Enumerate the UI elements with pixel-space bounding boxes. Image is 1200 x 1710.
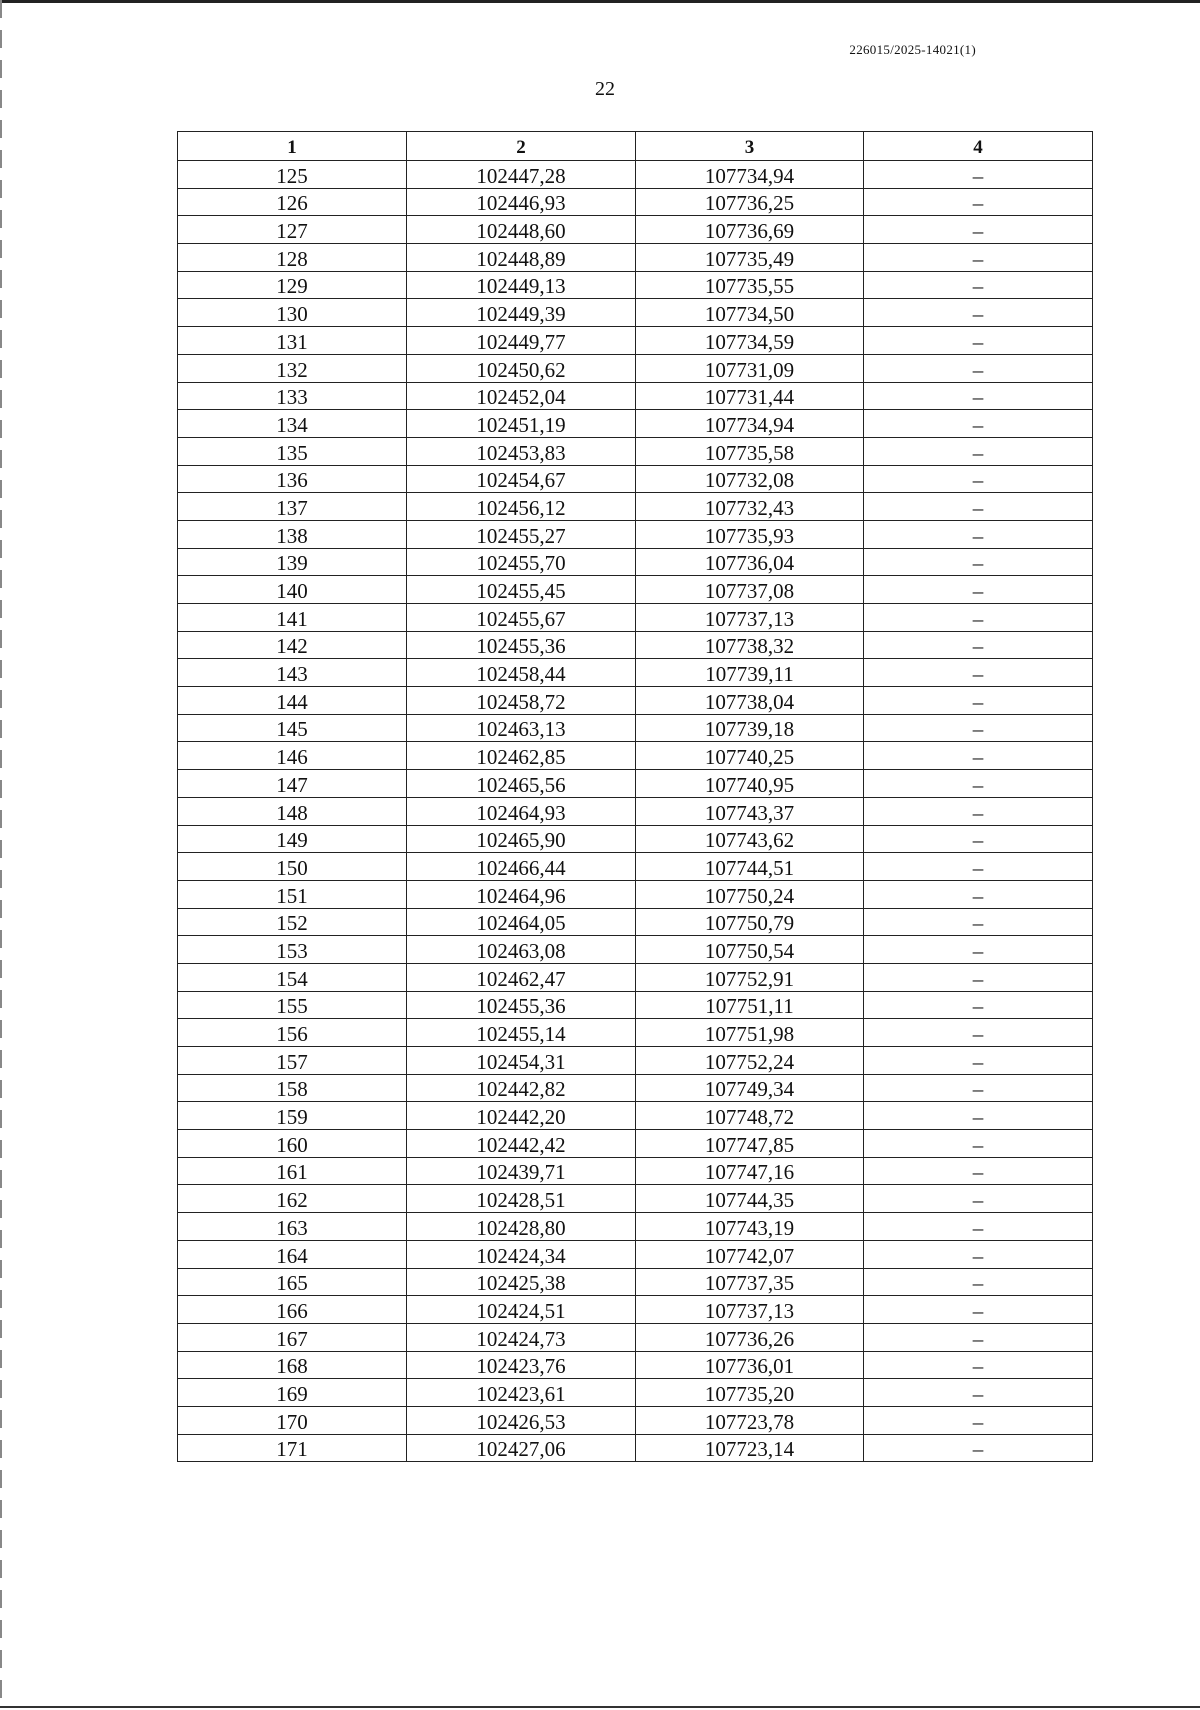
table-header — [178, 132, 1093, 161]
y-coordinate-cell: 107735,93 — [636, 520, 864, 548]
table-row — [178, 770, 1093, 798]
y-coordinate-cell: 107738,04 — [636, 687, 864, 715]
note-cell: – — [864, 936, 1093, 964]
y-coordinate-cell: 107740,25 — [636, 742, 864, 770]
x-coordinate-cell: 102442,20 — [407, 1102, 636, 1130]
y-coordinate-cell: 107737,35 — [636, 1268, 864, 1296]
table-row — [178, 936, 1093, 964]
point-number-cell: 141 — [178, 604, 407, 632]
note-cell: – — [864, 161, 1093, 189]
table-row — [178, 493, 1093, 521]
x-coordinate-cell: 102423,76 — [407, 1351, 636, 1379]
y-coordinate-cell: 107723,78 — [636, 1406, 864, 1434]
note-cell: – — [864, 548, 1093, 576]
note-cell: – — [864, 1213, 1093, 1241]
x-coordinate-cell: 102464,96 — [407, 880, 636, 908]
note-cell: – — [864, 1240, 1093, 1268]
page-number: 22 — [595, 78, 615, 100]
x-coordinate-cell: 102462,85 — [407, 742, 636, 770]
x-coordinate-cell: 102449,77 — [407, 327, 636, 355]
table-row — [178, 797, 1093, 825]
note-cell: – — [864, 493, 1093, 521]
note-cell: – — [864, 963, 1093, 991]
x-coordinate-cell: 102442,82 — [407, 1074, 636, 1102]
table-row — [178, 1296, 1093, 1324]
table-row — [178, 161, 1093, 189]
note-cell: – — [864, 1351, 1093, 1379]
y-coordinate-cell: 107752,91 — [636, 963, 864, 991]
point-number-cell: 169 — [178, 1379, 407, 1407]
x-coordinate-cell: 102448,60 — [407, 216, 636, 244]
table-row — [178, 437, 1093, 465]
coordinates-table — [177, 131, 1093, 1462]
column-header-4: 4 — [864, 132, 1093, 161]
table-row — [178, 1074, 1093, 1102]
note-cell: – — [864, 1157, 1093, 1185]
note-cell: – — [864, 1019, 1093, 1047]
x-coordinate-cell: 102454,31 — [407, 1047, 636, 1075]
table-row — [178, 853, 1093, 881]
y-coordinate-cell: 107734,94 — [636, 410, 864, 438]
note-cell: – — [864, 797, 1093, 825]
point-number-cell: 143 — [178, 659, 407, 687]
table-row — [178, 1434, 1093, 1462]
y-coordinate-cell: 107723,14 — [636, 1434, 864, 1462]
x-coordinate-cell: 102464,93 — [407, 797, 636, 825]
table-row — [178, 631, 1093, 659]
x-coordinate-cell: 102451,19 — [407, 410, 636, 438]
x-coordinate-cell: 102454,67 — [407, 465, 636, 493]
note-cell: – — [864, 825, 1093, 853]
y-coordinate-cell: 107744,51 — [636, 853, 864, 881]
table-row — [178, 548, 1093, 576]
point-number-cell: 162 — [178, 1185, 407, 1213]
point-number-cell: 154 — [178, 963, 407, 991]
note-cell: – — [864, 604, 1093, 632]
table-row — [178, 604, 1093, 632]
x-coordinate-cell: 102428,80 — [407, 1213, 636, 1241]
table-row — [178, 908, 1093, 936]
table-row — [178, 1406, 1093, 1434]
note-cell: – — [864, 465, 1093, 493]
point-number-cell: 164 — [178, 1240, 407, 1268]
x-coordinate-cell: 102428,51 — [407, 1185, 636, 1213]
note-cell: – — [864, 1185, 1093, 1213]
x-coordinate-cell: 102464,05 — [407, 908, 636, 936]
x-coordinate-cell: 102458,44 — [407, 659, 636, 687]
x-coordinate-cell: 102456,12 — [407, 493, 636, 521]
table-row — [178, 382, 1093, 410]
note-cell: – — [864, 631, 1093, 659]
note-cell: – — [864, 770, 1093, 798]
point-number-cell: 170 — [178, 1406, 407, 1434]
column-header-2: 2 — [407, 132, 636, 161]
note-cell: – — [864, 1268, 1093, 1296]
x-coordinate-cell: 102455,67 — [407, 604, 636, 632]
note-cell: – — [864, 382, 1093, 410]
y-coordinate-cell: 107743,62 — [636, 825, 864, 853]
scan-bottom-edge — [0, 1706, 1200, 1708]
x-coordinate-cell: 102466,44 — [407, 853, 636, 881]
x-coordinate-cell: 102465,90 — [407, 825, 636, 853]
column-header-3: 3 — [636, 132, 864, 161]
y-coordinate-cell: 107731,44 — [636, 382, 864, 410]
point-number-cell: 148 — [178, 797, 407, 825]
point-number-cell: 165 — [178, 1268, 407, 1296]
note-cell: – — [864, 271, 1093, 299]
note-cell: – — [864, 327, 1093, 355]
point-number-cell: 147 — [178, 770, 407, 798]
x-coordinate-cell: 102455,36 — [407, 631, 636, 659]
table-row — [178, 742, 1093, 770]
point-number-cell: 133 — [178, 382, 407, 410]
y-coordinate-cell: 107752,24 — [636, 1047, 864, 1075]
note-cell: – — [864, 576, 1093, 604]
point-number-cell: 161 — [178, 1157, 407, 1185]
note-cell: – — [864, 1130, 1093, 1158]
table-row — [178, 188, 1093, 216]
y-coordinate-cell: 107734,50 — [636, 299, 864, 327]
table-row — [178, 410, 1093, 438]
y-coordinate-cell: 107734,94 — [636, 161, 864, 189]
point-number-cell: 160 — [178, 1130, 407, 1158]
point-number-cell: 171 — [178, 1434, 407, 1462]
header-row — [178, 132, 1093, 161]
point-number-cell: 146 — [178, 742, 407, 770]
y-coordinate-cell: 107751,98 — [636, 1019, 864, 1047]
note-cell: – — [864, 1406, 1093, 1434]
y-coordinate-cell: 107751,11 — [636, 991, 864, 1019]
x-coordinate-cell: 102455,14 — [407, 1019, 636, 1047]
point-number-cell: 137 — [178, 493, 407, 521]
x-coordinate-cell: 102452,04 — [407, 382, 636, 410]
note-cell: – — [864, 299, 1093, 327]
y-coordinate-cell: 107744,35 — [636, 1185, 864, 1213]
note-cell: – — [864, 1323, 1093, 1351]
note-cell: – — [864, 216, 1093, 244]
table-row — [178, 354, 1093, 382]
y-coordinate-cell: 107739,18 — [636, 714, 864, 742]
note-cell: – — [864, 244, 1093, 272]
x-coordinate-cell: 102439,71 — [407, 1157, 636, 1185]
table-row — [178, 1157, 1093, 1185]
scan-top-edge — [0, 0, 1200, 3]
note-cell: – — [864, 1074, 1093, 1102]
y-coordinate-cell: 107732,08 — [636, 465, 864, 493]
y-coordinate-cell: 107736,01 — [636, 1351, 864, 1379]
note-cell: – — [864, 410, 1093, 438]
x-coordinate-cell: 102458,72 — [407, 687, 636, 715]
x-coordinate-cell: 102455,36 — [407, 991, 636, 1019]
point-number-cell: 149 — [178, 825, 407, 853]
table-row — [178, 299, 1093, 327]
table-row — [178, 216, 1093, 244]
point-number-cell: 132 — [178, 354, 407, 382]
point-number-cell: 145 — [178, 714, 407, 742]
point-number-cell: 157 — [178, 1047, 407, 1075]
table-row — [178, 244, 1093, 272]
x-coordinate-cell: 102455,45 — [407, 576, 636, 604]
note-cell: – — [864, 880, 1093, 908]
point-number-cell: 151 — [178, 880, 407, 908]
point-number-cell: 139 — [178, 548, 407, 576]
column-header-1: 1 — [178, 132, 407, 161]
x-coordinate-cell: 102465,56 — [407, 770, 636, 798]
y-coordinate-cell: 107738,32 — [636, 631, 864, 659]
table-row — [178, 963, 1093, 991]
y-coordinate-cell: 107743,19 — [636, 1213, 864, 1241]
table-row — [178, 659, 1093, 687]
point-number-cell: 128 — [178, 244, 407, 272]
y-coordinate-cell: 107747,16 — [636, 1157, 864, 1185]
y-coordinate-cell: 107750,24 — [636, 880, 864, 908]
point-number-cell: 150 — [178, 853, 407, 881]
x-coordinate-cell: 102448,89 — [407, 244, 636, 272]
x-coordinate-cell: 102446,93 — [407, 188, 636, 216]
table-row — [178, 825, 1093, 853]
y-coordinate-cell: 107735,20 — [636, 1379, 864, 1407]
point-number-cell: 168 — [178, 1351, 407, 1379]
note-cell: – — [864, 188, 1093, 216]
x-coordinate-cell: 102455,27 — [407, 520, 636, 548]
x-coordinate-cell: 102455,70 — [407, 548, 636, 576]
point-number-cell: 127 — [178, 216, 407, 244]
note-cell: – — [864, 659, 1093, 687]
x-coordinate-cell: 102427,06 — [407, 1434, 636, 1462]
document-id: 226015/2025-14021(1) — [849, 42, 976, 57]
x-coordinate-cell: 102462,47 — [407, 963, 636, 991]
point-number-cell: 163 — [178, 1213, 407, 1241]
y-coordinate-cell: 107731,09 — [636, 354, 864, 382]
y-coordinate-cell: 107736,25 — [636, 188, 864, 216]
table-row — [178, 576, 1093, 604]
x-coordinate-cell: 102442,42 — [407, 1130, 636, 1158]
point-number-cell: 152 — [178, 908, 407, 936]
table-row — [178, 714, 1093, 742]
point-number-cell: 138 — [178, 520, 407, 548]
table-row — [178, 520, 1093, 548]
point-number-cell: 167 — [178, 1323, 407, 1351]
point-number-cell: 135 — [178, 437, 407, 465]
note-cell: – — [864, 1296, 1093, 1324]
table-row — [178, 1102, 1093, 1130]
y-coordinate-cell: 107748,72 — [636, 1102, 864, 1130]
note-cell: – — [864, 1047, 1093, 1075]
point-number-cell: 140 — [178, 576, 407, 604]
note-cell: – — [864, 908, 1093, 936]
point-number-cell: 125 — [178, 161, 407, 189]
note-cell: – — [864, 991, 1093, 1019]
table-row — [178, 687, 1093, 715]
table-row — [178, 991, 1093, 1019]
y-coordinate-cell: 107732,43 — [636, 493, 864, 521]
table-row — [178, 1185, 1093, 1213]
x-coordinate-cell: 102449,39 — [407, 299, 636, 327]
point-number-cell: 156 — [178, 1019, 407, 1047]
note-cell: – — [864, 687, 1093, 715]
y-coordinate-cell: 107742,07 — [636, 1240, 864, 1268]
table-row — [178, 327, 1093, 355]
x-coordinate-cell: 102447,28 — [407, 161, 636, 189]
y-coordinate-cell: 107736,26 — [636, 1323, 864, 1351]
y-coordinate-cell: 107747,85 — [636, 1130, 864, 1158]
y-coordinate-cell: 107740,95 — [636, 770, 864, 798]
point-number-cell: 159 — [178, 1102, 407, 1130]
table-row — [178, 1130, 1093, 1158]
note-cell: – — [864, 714, 1093, 742]
x-coordinate-cell: 102463,13 — [407, 714, 636, 742]
table-body — [178, 161, 1093, 1462]
note-cell: – — [864, 437, 1093, 465]
y-coordinate-cell: 107739,11 — [636, 659, 864, 687]
x-coordinate-cell: 102449,13 — [407, 271, 636, 299]
y-coordinate-cell: 107737,13 — [636, 1296, 864, 1324]
y-coordinate-cell: 107749,34 — [636, 1074, 864, 1102]
note-cell: – — [864, 742, 1093, 770]
table-row — [178, 1268, 1093, 1296]
table-row — [178, 1047, 1093, 1075]
note-cell: – — [864, 1434, 1093, 1462]
y-coordinate-cell: 107734,59 — [636, 327, 864, 355]
x-coordinate-cell: 102424,51 — [407, 1296, 636, 1324]
scan-left-edge — [0, 0, 2, 1710]
point-number-cell: 158 — [178, 1074, 407, 1102]
table-row — [178, 1240, 1093, 1268]
y-coordinate-cell: 107736,69 — [636, 216, 864, 244]
point-number-cell: 142 — [178, 631, 407, 659]
x-coordinate-cell: 102423,61 — [407, 1379, 636, 1407]
table-row — [178, 1351, 1093, 1379]
point-number-cell: 153 — [178, 936, 407, 964]
point-number-cell: 126 — [178, 188, 407, 216]
x-coordinate-cell: 102424,73 — [407, 1323, 636, 1351]
y-coordinate-cell: 107736,04 — [636, 548, 864, 576]
note-cell: – — [864, 853, 1093, 881]
table-row — [178, 1379, 1093, 1407]
point-number-cell: 155 — [178, 991, 407, 1019]
point-number-cell: 130 — [178, 299, 407, 327]
table-row — [178, 465, 1093, 493]
point-number-cell: 129 — [178, 271, 407, 299]
point-number-cell: 166 — [178, 1296, 407, 1324]
x-coordinate-cell: 102424,34 — [407, 1240, 636, 1268]
point-number-cell: 134 — [178, 410, 407, 438]
y-coordinate-cell: 107750,54 — [636, 936, 864, 964]
table-row — [178, 1213, 1093, 1241]
y-coordinate-cell: 107735,49 — [636, 244, 864, 272]
x-coordinate-cell: 102463,08 — [407, 936, 636, 964]
table-row — [178, 880, 1093, 908]
point-number-cell: 144 — [178, 687, 407, 715]
table-row — [178, 1323, 1093, 1351]
y-coordinate-cell: 107737,08 — [636, 576, 864, 604]
y-coordinate-cell: 107737,13 — [636, 604, 864, 632]
y-coordinate-cell: 107735,58 — [636, 437, 864, 465]
y-coordinate-cell: 107743,37 — [636, 797, 864, 825]
note-cell: – — [864, 1379, 1093, 1407]
x-coordinate-cell: 102450,62 — [407, 354, 636, 382]
x-coordinate-cell: 102425,38 — [407, 1268, 636, 1296]
point-number-cell: 136 — [178, 465, 407, 493]
x-coordinate-cell: 102426,53 — [407, 1406, 636, 1434]
point-number-cell: 131 — [178, 327, 407, 355]
y-coordinate-cell: 107750,79 — [636, 908, 864, 936]
table-row — [178, 271, 1093, 299]
note-cell: – — [864, 520, 1093, 548]
note-cell: – — [864, 1102, 1093, 1130]
y-coordinate-cell: 107735,55 — [636, 271, 864, 299]
x-coordinate-cell: 102453,83 — [407, 437, 636, 465]
note-cell: – — [864, 354, 1093, 382]
table-row — [178, 1019, 1093, 1047]
